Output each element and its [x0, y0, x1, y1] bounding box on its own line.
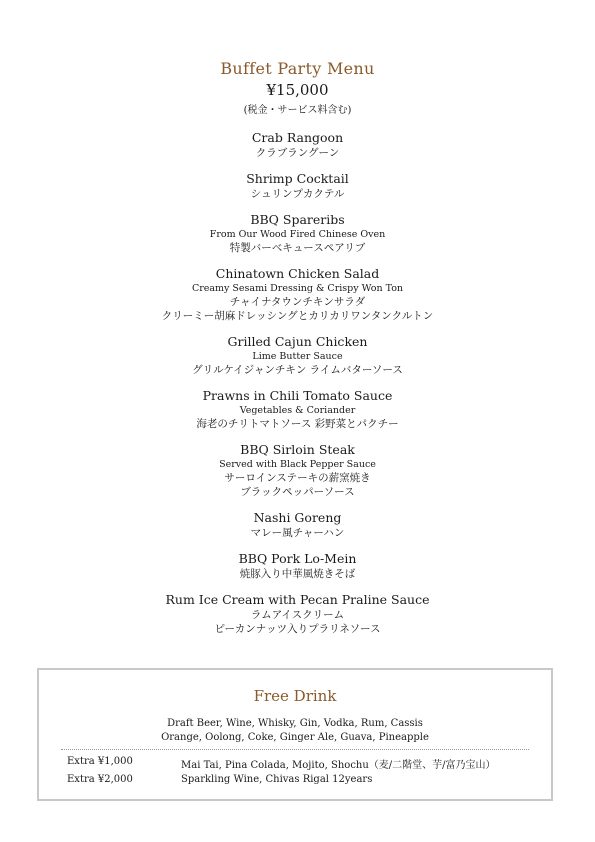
drink-list-line: Draft Beer, Wine, Whisky, Gin, Vodka, Rum, Cassis: [167, 718, 423, 729]
extra-drink-list: Sparkling Wine, Chivas Rigal 12years: [181, 774, 373, 785]
menu-item: [0, 442, 595, 499]
menu-item-name: Prawns in Chili Tomato Sauce: [202, 388, 393, 403]
free-drink-box: [37, 668, 553, 801]
menu-item-japanese: クリーミー胡麻ドレッシングとカリカリワンタンクルトン: [161, 310, 434, 322]
extra-price-label: Extra ¥1,000: [67, 756, 133, 767]
menu-item: [0, 510, 595, 540]
menu-item-japanese: シュリンプカクテル: [250, 188, 345, 200]
menu-item: [0, 551, 595, 581]
menu-item: [0, 266, 595, 323]
menu-item: [0, 212, 595, 255]
dotted-divider: [61, 749, 529, 750]
menu-item-japanese: ピーカンナッツ入りプラリネソース: [214, 623, 381, 635]
menu-item-japanese: ブラックペッパーソース: [240, 486, 355, 498]
menu-item-name: Chinatown Chicken Salad: [215, 266, 380, 281]
menu-item: [0, 388, 595, 431]
menu-item-description: From Our Wood Fired Chinese Oven: [209, 229, 386, 240]
menu-item-name: Nashi Goreng: [253, 510, 342, 525]
tax-note: (税金・サービス料含む): [243, 105, 352, 116]
menu-item-japanese: 焼豚入り中華風焼きそば: [239, 568, 356, 580]
menu-item-name: Crab Rangoon: [251, 130, 344, 145]
menu-item-name: BBQ Spareribs: [250, 212, 345, 227]
menu-item-japanese: ラムアイスクリーム: [250, 609, 345, 621]
menu-item-description: Served with Black Pepper Sauce: [219, 459, 376, 470]
menu-list: [0, 130, 595, 647]
extra-price-label: Extra ¥2,000: [67, 774, 133, 785]
menu-item-japanese: チャイナタウンチキンサラダ: [229, 296, 366, 308]
menu-item-japanese: マレー風チャーハン: [250, 527, 345, 539]
menu-item-description: Vegetables & Coriander: [239, 405, 356, 416]
menu-item-description: Lime Butter Sauce: [252, 351, 343, 362]
menu-title: Buffet Party Menu: [220, 59, 375, 78]
menu-item-name: Shrimp Cocktail: [246, 171, 349, 186]
menu-item-japanese: 特製バーベキュースペアリブ: [229, 242, 366, 254]
menu-item-japanese: クラブラングーン: [255, 147, 340, 159]
menu-item-description: Creamy Sesami Dressing & Crispy Won Ton: [191, 283, 404, 294]
extra-drink-list: Mai Tai, Pina Colada, Mojito, Shochu（麦/二階堂、芋/富乃宝山）: [181, 760, 496, 771]
menu-item-japanese: サーロインステーキの薪窯焼き: [224, 472, 371, 484]
menu-item-name: Grilled Cajun Chicken: [227, 334, 368, 349]
menu-item-name: Rum Ice Cream with Pecan Praline Sauce: [165, 592, 430, 607]
menu-price: ¥15,000: [266, 81, 329, 99]
menu-item: [0, 334, 595, 377]
drink-list-line: Orange, Oolong, Coke, Ginger Ale, Guava, Pineapple: [161, 732, 429, 743]
menu-item-name: BBQ Sirloin Steak: [240, 442, 355, 457]
menu-item: [0, 130, 595, 160]
menu-item-japanese: 海老のチリトマトソース 彩野菜とパクチー: [196, 418, 399, 430]
menu-item-name: BBQ Pork Lo-Mein: [238, 551, 357, 566]
menu-item-japanese: グリルケイジャンチキン ライムバターソース: [192, 364, 403, 376]
menu-item: [0, 592, 595, 636]
menu-item: [0, 171, 595, 201]
free-drink-title: Free Drink: [253, 687, 337, 705]
